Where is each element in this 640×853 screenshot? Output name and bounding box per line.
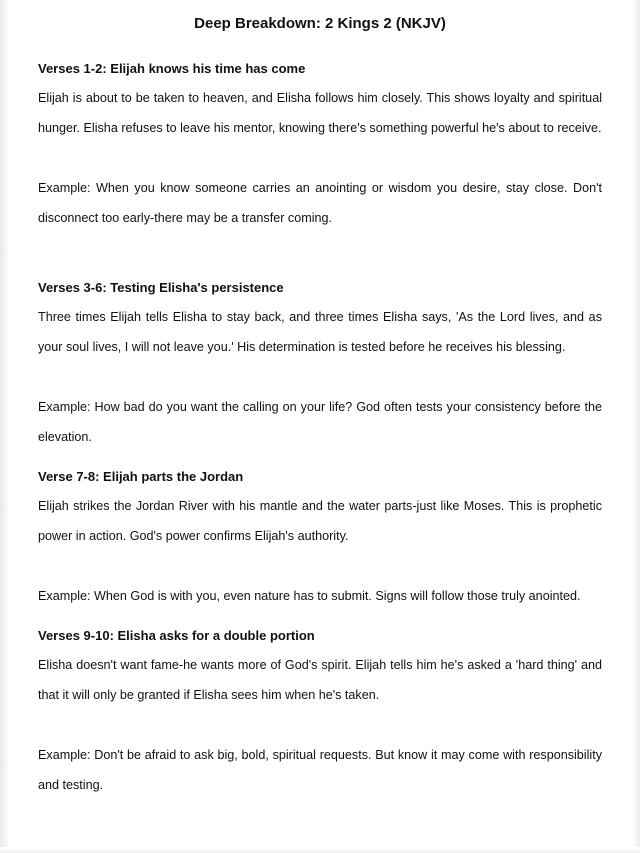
page-edge-left: [0, 0, 9, 853]
section-body: Elisha doesn't want fame-he wants more of God's spirit. Elijah tells him he's asked a 'hard thing' and that it will only be granted if Elisha sees him when he's taken.: [38, 658, 602, 702]
section-verses-1-2: [38, 60, 602, 233]
section-verse-7-8: [38, 468, 602, 611]
section-verses-9-10: [38, 627, 602, 800]
section-heading: Verses 9-10: Elisha asks for a double portion: [38, 628, 315, 643]
section-example: Example: Don't be afraid to ask big, bold, spiritual requests. But know it may come with responsibility and testing.: [38, 748, 602, 792]
section-example: Example: When you know someone carries an anointing or wisdom you desire, stay close. Don't disconnect too early-there may be a transfer coming.: [38, 181, 602, 225]
section-heading: Verses 3-6: Testing Elisha's persistence: [38, 280, 284, 295]
section-heading: Verses 1-2: Elijah knows his time has come: [38, 61, 306, 76]
section-verses-3-6: [38, 279, 602, 452]
section-example: Example: When God is with you, even nature has to submit. Signs will follow those truly anointed.: [38, 589, 581, 603]
page-bottom-shadow: [0, 847, 640, 853]
section-body: Three times Elijah tells Elisha to stay back, and three times Elisha says, 'As the Lord lives, and as your soul lives, I will not leave you.' His determination is tested before he receives his blessing.: [38, 310, 602, 354]
section-body: Elijah is about to be taken to heaven, and Elisha follows him closely. This shows loyalty and spiritual hunger. Elisha refuses to leave his mentor, knowing there's something powerful he's about to receive.: [38, 91, 602, 135]
section-heading: Verse 7-8: Elijah parts the Jordan: [38, 469, 244, 484]
section-example: Example: How bad do you want the calling on your life? God often tests your consistency before the elevation.: [38, 400, 602, 444]
section-body: Elijah strikes the Jordan River with his mantle and the water parts-just like Moses. This is prophetic power in action. God's power confirms Elijah's authority.: [38, 499, 602, 543]
page-edge-right: [632, 0, 640, 853]
page-title: Deep Breakdown: 2 Kings 2 (NKJV): [194, 15, 446, 32]
